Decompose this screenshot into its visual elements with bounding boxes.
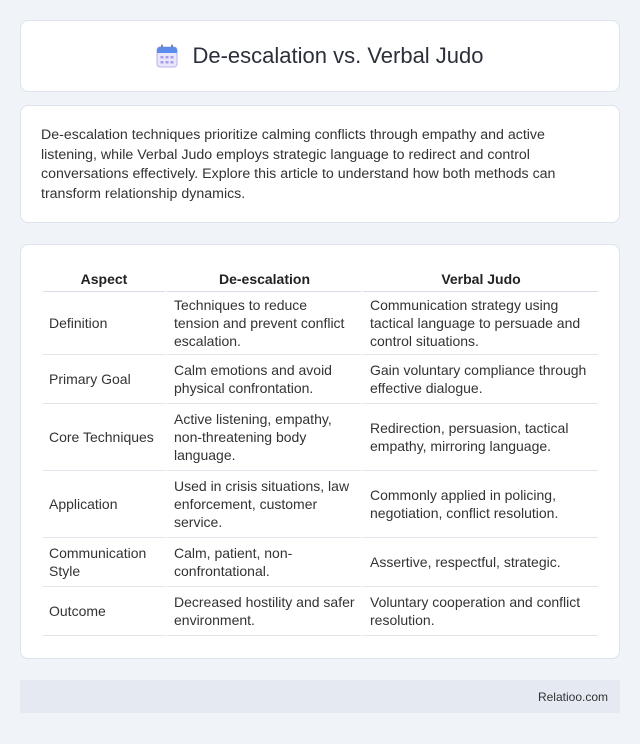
row-de-escalation: Decreased hostility and safer environment.	[165, 587, 361, 636]
table-row	[43, 292, 598, 355]
row-de-escalation: Used in crisis situations, law enforcement, customer service.	[165, 471, 361, 538]
table-row	[43, 587, 598, 636]
row-aspect: Primary Goal	[43, 355, 165, 404]
row-verbal-judo: Voluntary cooperation and conflict resolution.	[361, 587, 598, 636]
row-aspect: Core Techniques	[43, 404, 165, 471]
row-verbal-judo: Commonly applied in policing, negotiation, conflict resolution.	[361, 471, 598, 538]
table-row	[43, 471, 598, 538]
row-verbal-judo: Gain voluntary compliance through effective dialogue.	[361, 355, 598, 404]
row-aspect: Application	[43, 471, 165, 538]
page-title: De-escalation vs. Verbal Judo	[192, 43, 484, 68]
footer-brand: Relatioo.com	[537, 689, 608, 704]
title-card	[20, 20, 620, 92]
comparison-table	[43, 265, 598, 636]
row-verbal-judo: Assertive, respectful, strategic.	[361, 538, 598, 587]
table-row	[43, 404, 598, 471]
row-aspect: Outcome	[43, 587, 165, 636]
comparison-card	[20, 244, 620, 659]
table-row	[43, 538, 598, 587]
header-verbal-judo: Verbal Judo	[361, 265, 598, 292]
row-de-escalation: Calm emotions and avoid physical confrontation.	[165, 355, 361, 404]
row-de-escalation: Techniques to reduce tension and prevent conflict escalation.	[165, 292, 361, 355]
row-verbal-judo: Communication strategy using tactical language to persuade and control situations.	[361, 292, 598, 355]
calendar-icon	[156, 44, 178, 68]
table-header-row	[43, 265, 598, 292]
row-de-escalation: Calm, patient, non-confrontational.	[165, 538, 361, 587]
intro-text: De-escalation techniques prioritize calming conflicts through empathy and active listening, while Verbal Judo employs strategic language to redirect and control conversations effectively. Explore this article to understand how both methods can transform relationship dynamics.	[41, 127, 556, 202]
intro-card	[20, 105, 620, 223]
row-verbal-judo: Redirection, persuasion, tactical empathy, mirroring language.	[361, 404, 598, 471]
row-aspect: Definition	[43, 292, 165, 355]
footer	[20, 680, 620, 713]
row-aspect: Communication Style	[43, 538, 165, 587]
header-aspect: Aspect	[43, 265, 165, 292]
row-de-escalation: Active listening, empathy, non-threatening body language.	[165, 404, 361, 471]
table-row	[43, 355, 598, 404]
header-de-escalation: De-escalation	[165, 265, 361, 292]
